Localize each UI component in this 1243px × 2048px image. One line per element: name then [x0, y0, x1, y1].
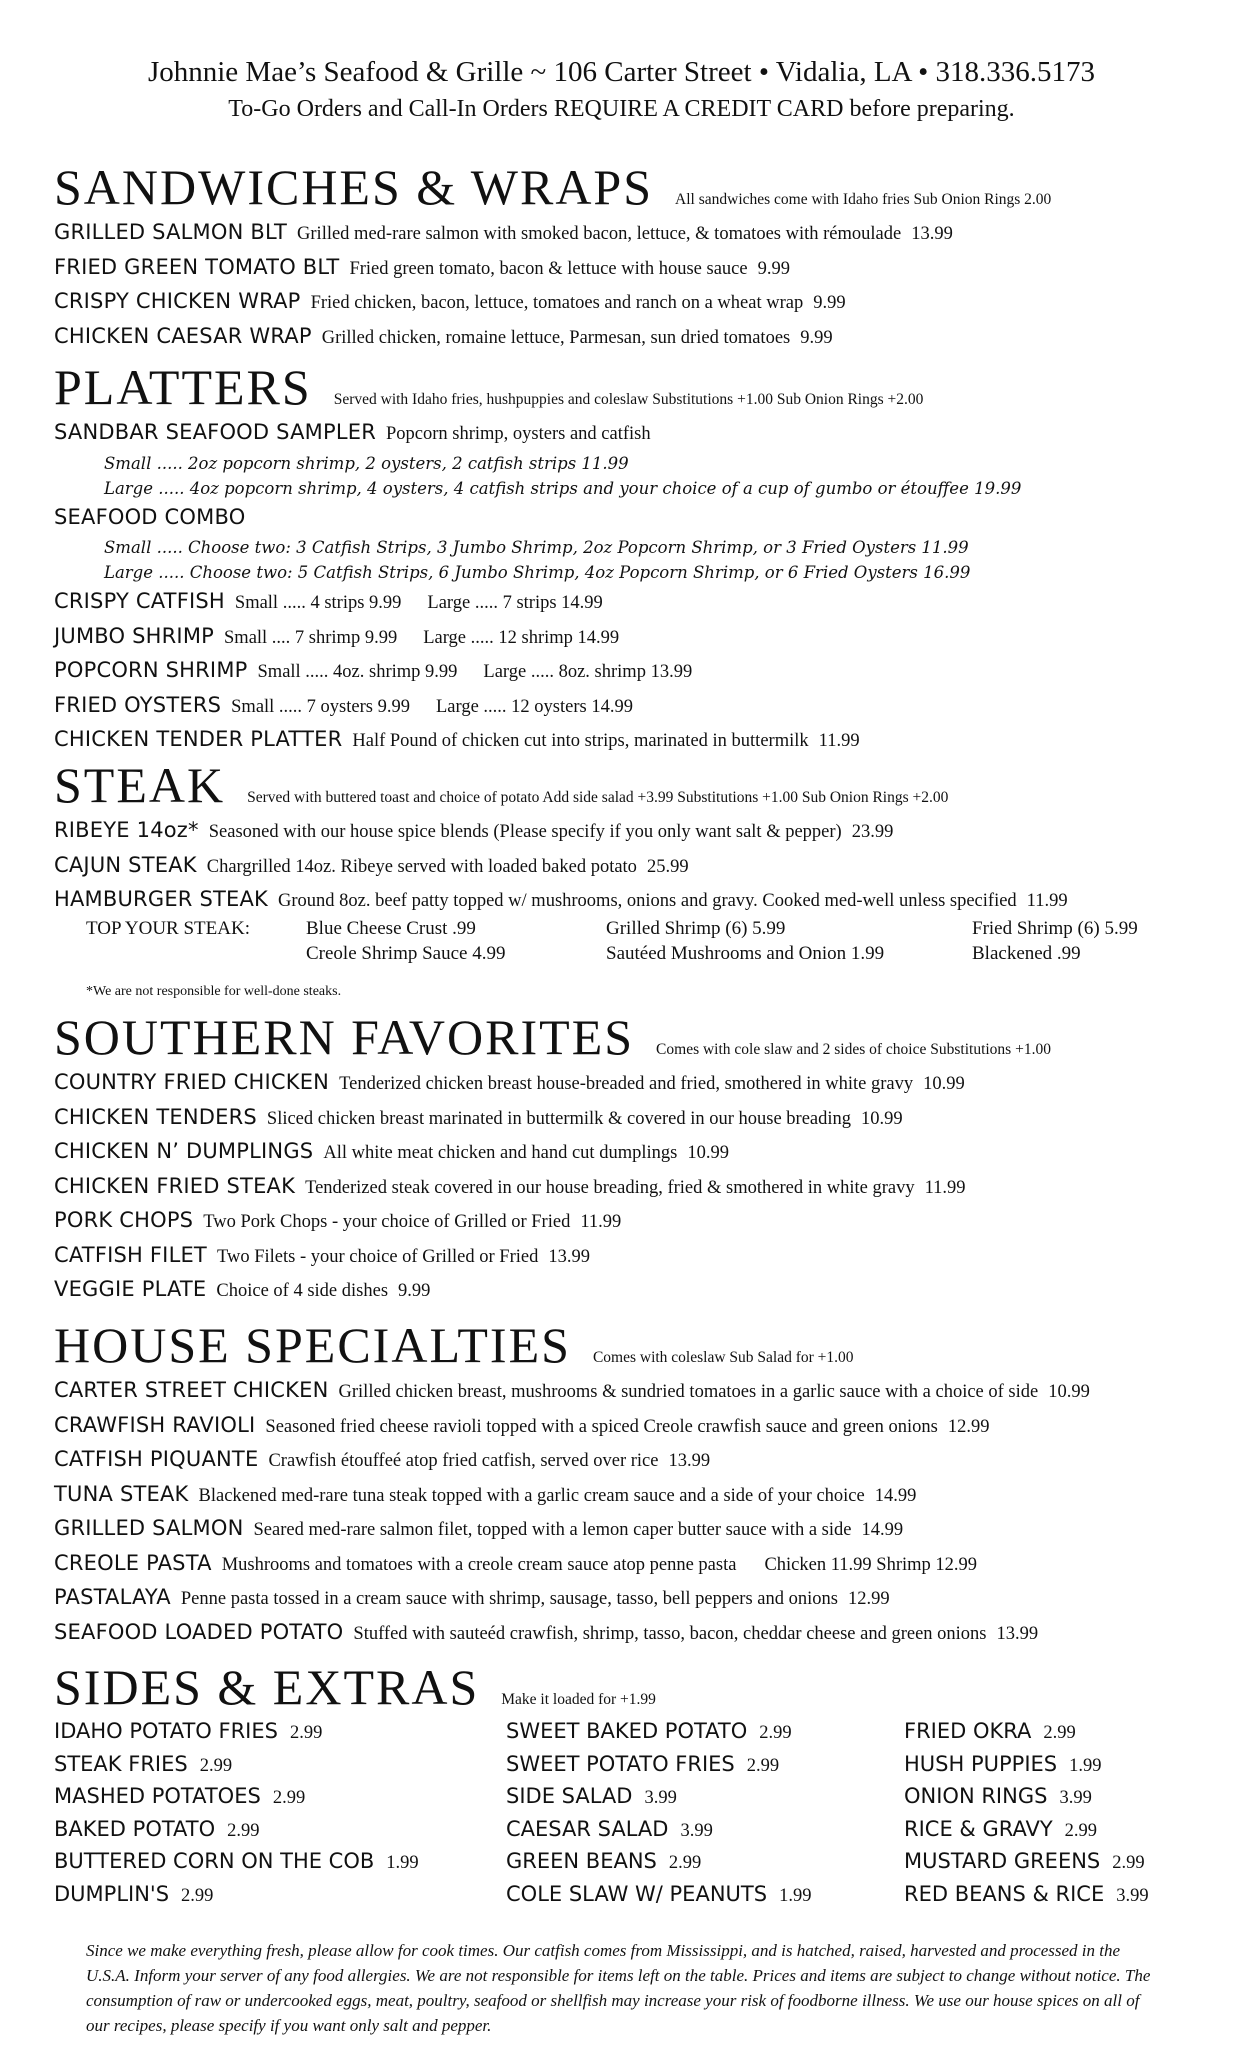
- side-name: MUSTARD GREENS: [904, 1849, 1101, 1873]
- menu-item: [54, 689, 1204, 724]
- toppings-label: TOP YOUR STEAK:: [86, 917, 250, 939]
- side-name: RICE & GRAVY: [904, 1816, 1053, 1841]
- side-price: 3.99: [1116, 1885, 1149, 1906]
- item-price: 9.99: [800, 327, 833, 348]
- side-item: [506, 1879, 811, 1912]
- menu-item: [54, 654, 1204, 689]
- item-desc: Chargrilled 14oz. Ribeye served with loaded baked potato: [206, 856, 637, 877]
- menu-item: [54, 1547, 1204, 1582]
- item-price: 13.99: [668, 1451, 711, 1471]
- section-sides-extras: [54, 1658, 1204, 1916]
- section-sandwiches: [54, 158, 1204, 354]
- item-desc: Seasoned with our house spice blends (Please specify if you only want salt & pepper): [208, 822, 842, 842]
- item-desc: Stuffed with sauteéd crawfish, shrimp, tasso, bacon, cheddar cheese and green onions: [353, 1623, 987, 1644]
- side-item: [904, 1879, 1149, 1912]
- size-large: Large ..... 12 shrimp 14.99: [423, 627, 620, 648]
- side-name: MASHED POTATOES: [54, 1784, 261, 1808]
- item-desc: Two Filets - your choice of Grilled or Fried: [216, 1246, 539, 1267]
- side-item: [54, 1716, 419, 1749]
- item-desc: Seasoned fried cheese ravioli topped with a spiced Creole crawfish sauce and green onions: [265, 1416, 938, 1437]
- side-name: IDAHO POTATO FRIES: [54, 1719, 278, 1743]
- side-item: [904, 1781, 1149, 1814]
- item-name: CARTER STREET CHICKEN: [54, 1378, 329, 1402]
- section-title: HOUSE SPECIALTIES: [54, 1317, 571, 1373]
- side-name: BAKED POTATO: [54, 1816, 216, 1841]
- section-title: STEAK: [54, 757, 226, 813]
- item-name: COUNTRY FRIED CHICKEN: [54, 1070, 330, 1094]
- item-name: CHICKEN TENDERS: [54, 1104, 257, 1129]
- menu-item: [54, 416, 1204, 451]
- side-price: 1.99: [1069, 1755, 1102, 1776]
- side-price: 2.99: [759, 1723, 792, 1743]
- item-name: HAMBURGER STEAK: [54, 887, 269, 911]
- side-price: 1.99: [386, 1853, 419, 1873]
- side-price: 2.99: [1112, 1853, 1145, 1873]
- side-name: FRIED OKRA: [904, 1719, 1032, 1743]
- menu-item: [54, 320, 1204, 355]
- side-name: SWEET POTATO FRIES: [506, 1751, 735, 1776]
- menu-item: [54, 1273, 1204, 1308]
- topping: Fried Shrimp (6) 5.99: [972, 917, 1138, 939]
- item-name: GRILLED SALMON BLT: [54, 220, 288, 244]
- menu-item: [54, 251, 1204, 286]
- item-desc: Penne pasta tossed in a cream sauce with shrimp, sausage, tasso, bell peppers and onions: [180, 1589, 838, 1609]
- side-item: [506, 1716, 811, 1749]
- item-desc: Blackened med-rare tuna steak topped with a garlic cream sauce and a side of your choice: [198, 1485, 865, 1506]
- size-large: Large ..... 7 strips 14.99: [427, 593, 603, 613]
- side-name: SIDE SALAD: [506, 1784, 633, 1808]
- size-small: Small ..... 4 strips 9.99: [234, 593, 402, 613]
- size-large: Large ..... 8oz. shrimp 13.99: [483, 662, 693, 682]
- side-name: DUMPLIN'S: [54, 1881, 170, 1906]
- item-name: CHICKEN FRIED STEAK: [54, 1173, 296, 1198]
- sides-column: [54, 1716, 419, 1911]
- item-name: CAJUN STEAK: [54, 852, 197, 877]
- menu-item: [54, 1512, 1204, 1547]
- section-title: SIDES & EXTRAS: [54, 1659, 480, 1715]
- item-price: 25.99: [646, 856, 689, 877]
- side-price: 1.99: [779, 1885, 812, 1906]
- item-name: CREOLE PASTA: [54, 1550, 212, 1575]
- section-house-specialties: [54, 1316, 1204, 1650]
- item-desc: All white meat chicken and hand cut dumplings: [323, 1143, 678, 1163]
- item-price: 9.99: [398, 1281, 431, 1301]
- side-item: [506, 1781, 811, 1814]
- item-price: 11.99: [924, 1177, 966, 1198]
- item-desc: Sliced chicken breast marinated in buttermilk & covered in our house breading: [266, 1108, 852, 1129]
- item-desc: Choice of 4 side dishes: [216, 1281, 389, 1301]
- item-price: 11.99: [818, 731, 860, 751]
- menu-item: [54, 849, 1204, 884]
- section-platters: [54, 358, 1204, 758]
- item-price: 23.99: [851, 822, 894, 842]
- item-name: SANDBAR SEAFOOD SAMPLER: [54, 420, 376, 444]
- side-price: 2.99: [181, 1885, 214, 1906]
- menu-item: [54, 723, 1204, 758]
- item-name: CATFISH FILET: [54, 1242, 207, 1267]
- side-item: [54, 1749, 419, 1782]
- item-desc: Ground 8oz. beef patty topped w/ mushrooms, onions and gravy. Cooked med-well unless specified: [278, 891, 1017, 911]
- item-price: 13.99: [996, 1623, 1039, 1644]
- menu-item: [54, 1239, 1204, 1274]
- side-item: [904, 1716, 1149, 1749]
- item-price: 14.99: [861, 1520, 904, 1540]
- side-price: 2.99: [1064, 1820, 1098, 1841]
- item-name: GRILLED SALMON: [54, 1516, 244, 1540]
- item-price: 11.99: [580, 1212, 622, 1232]
- side-name: COLE SLAW W/ PEANUTS: [506, 1881, 768, 1906]
- topping: Grilled Shrimp (6) 5.99: [606, 917, 786, 939]
- menu-item: [54, 1066, 1204, 1101]
- side-item: [904, 1846, 1149, 1879]
- side-item: [506, 1846, 811, 1879]
- item-name: TUNA STEAK: [54, 1481, 189, 1506]
- item-price: 9.99: [757, 258, 790, 279]
- item-price: 13.99: [548, 1246, 590, 1267]
- item-price: 11.99: [1026, 891, 1068, 911]
- side-item: [506, 1814, 811, 1847]
- item-desc: Fried chicken, bacon, lettuce, tomatoes and ranch on a wheat wrap: [310, 293, 804, 313]
- menu-header: [0, 52, 1243, 126]
- menu-item: [54, 1204, 1204, 1239]
- size-small: Small ..... 4oz. shrimp 9.99: [257, 662, 458, 682]
- item-desc: Mushrooms and tomatoes with a creole cream sauce atop penne pasta: [221, 1554, 737, 1575]
- menu-item: [54, 1581, 1204, 1616]
- menu-item: [54, 620, 1204, 655]
- item-name: CRAWFISH RAVIOLI: [54, 1412, 256, 1437]
- item-price: 14.99: [874, 1485, 917, 1506]
- side-name: SWEET BAKED POTATO: [506, 1719, 748, 1743]
- sides-grid: [54, 1716, 1204, 1916]
- size-option: Large ..... Choose two: 5 Catfish Strips, 6 Jumbo Shrimp, 4oz Popcorn Shrimp, or 6 Fried Oysters 16.99: [104, 563, 971, 582]
- menu-item: [54, 1170, 1204, 1205]
- item-desc: Popcorn shrimp, oysters and catfish: [385, 424, 651, 444]
- size-option: Small ..... 2oz popcorn shrimp, 2 oysters, 2 catfish strips 11.99: [104, 453, 629, 473]
- item-name: CRISPY CATFISH: [54, 589, 225, 613]
- steak-disclaimer: *We are not responsible for well-done steaks.: [86, 983, 342, 999]
- item-desc: Tenderized steak covered in our house breading, fried & smothered in white gravy: [305, 1177, 915, 1198]
- item-name: JUMBO SHRIMP: [54, 623, 215, 648]
- section-note: Comes with coleslaw Sub Salad for +1.00: [592, 1349, 854, 1366]
- menu-item: [54, 1101, 1204, 1136]
- menu-item: [54, 1478, 1204, 1513]
- restaurant-info: Johnnie Mae’s Seafood & Grille ~ 106 Carter Street • Vidalia, LA • 318.336.5173: [147, 56, 1096, 88]
- item-name: FRIED OYSTERS: [54, 692, 222, 717]
- topping: Creole Shrimp Sauce 4.99: [306, 942, 506, 964]
- item-price: 9.99: [813, 293, 846, 313]
- menu-item: [54, 216, 1204, 251]
- section-title: PLATTERS: [54, 359, 312, 415]
- menu-item: [54, 1616, 1204, 1651]
- section-note: Make it loaded for +1.99: [501, 1691, 656, 1708]
- item-name: PORK CHOPS: [54, 1208, 194, 1232]
- side-item: [904, 1749, 1149, 1782]
- section-steak: [54, 756, 1204, 1000]
- side-price: 2.99: [272, 1788, 306, 1808]
- side-item: [506, 1749, 811, 1782]
- item-name: POPCORN SHRIMP: [54, 658, 248, 682]
- side-name: CAESAR SALAD: [506, 1816, 669, 1841]
- item-price: Chicken 11.99 Shrimp 12.99: [764, 1554, 978, 1575]
- side-item: [904, 1814, 1149, 1847]
- section-note: Comes with cole slaw and 2 sides of choice Substitutions +1.00: [656, 1041, 1051, 1058]
- topping: Blue Cheese Crust .99: [306, 917, 476, 939]
- side-price: 2.99: [746, 1755, 780, 1776]
- side-name: BUTTERED CORN ON THE COB: [54, 1849, 375, 1873]
- side-name: GREEN BEANS: [506, 1849, 657, 1873]
- item-price: 13.99: [911, 224, 953, 244]
- size-small: Small .... 7 shrimp 9.99: [224, 627, 398, 648]
- section-title: SOUTHERN FAVORITES: [54, 1009, 635, 1065]
- section-note: Served with buttered toast and choice of potato Add side salad +3.99 Substitutions +1.00 Sub Onion Rings +2.00: [247, 789, 949, 806]
- size-large: Large ..... 12 oysters 14.99: [435, 696, 633, 717]
- side-name: RED BEANS & RICE: [904, 1881, 1105, 1906]
- topping: Blackened .99: [972, 942, 1081, 964]
- item-price: 10.99: [923, 1074, 965, 1094]
- sides-column: [506, 1716, 811, 1911]
- menu-item: [54, 1409, 1204, 1444]
- side-price: 2.99: [289, 1723, 323, 1743]
- side-price: 3.99: [1059, 1788, 1092, 1808]
- item-desc: Fried green tomato, bacon & lettuce with house sauce: [349, 258, 748, 279]
- item-name: CHICKEN CAESAR WRAP: [54, 323, 312, 348]
- item-desc: Grilled med-rare salmon with smoked bacon, lettuce, & tomatoes with rémoulade: [297, 224, 902, 244]
- item-desc: Two Pork Chops - your choice of Grilled or Fried: [203, 1212, 571, 1232]
- footer-disclaimer: Since we make everything fresh, please allow for cook times. Our catfish comes from Mississippi, and is hatched, raised, harvested and processed in the U.S.A. Inform your server of any food allergies. We are not responsible for items left on the table. Prices and items are subject to change without notice. The consumption of raw or undercooked eggs, meat, poultry, seafood or shellfish may increase your risk of foodborne illness. We use our house spices on all of our recipes, please specify if you want only salt and pepper.: [86, 1941, 1151, 2035]
- item-desc: Crawfish étouffeé atop fried catfish, served over rice: [268, 1451, 659, 1471]
- item-price: 12.99: [947, 1416, 990, 1437]
- size-option: Large ..... 4oz popcorn shrimp, 4 oysters, 4 catfish strips and your choice of a cup of gumbo or étouffee 19.99: [104, 478, 1022, 498]
- item-price: 12.99: [847, 1589, 890, 1609]
- side-price: 3.99: [644, 1788, 677, 1808]
- item-name: SEAFOOD COMBO: [54, 504, 246, 529]
- side-price: 2.99: [199, 1755, 233, 1776]
- item-name: CHICKEN TENDER PLATTER: [54, 727, 343, 751]
- item-name: SEAFOOD LOADED POTATO: [54, 1619, 344, 1644]
- item-price: 10.99: [861, 1108, 903, 1129]
- item-name: CHICKEN N’ DUMPLINGS: [54, 1139, 314, 1163]
- item-desc: Half Pound of chicken cut into strips, marinated in buttermilk: [352, 731, 809, 751]
- side-price: 2.99: [1043, 1723, 1076, 1743]
- item-name: PASTALAYA: [54, 1585, 171, 1609]
- item-name: RIBEYE 14oz*: [54, 818, 199, 842]
- item-name: FRIED GREEN TOMATO BLT: [54, 254, 340, 279]
- section-note: All sandwiches come with Idaho fries Sub Onion Rings 2.00: [675, 191, 1052, 208]
- side-name: ONION RINGS: [904, 1784, 1048, 1808]
- steak-toppings: [54, 918, 1204, 978]
- topping: Sautéed Mushrooms and Onion 1.99: [606, 942, 885, 964]
- item-desc: Tenderized chicken breast house-breaded and fried, smothered in white gravy: [339, 1074, 914, 1094]
- item-price: 10.99: [687, 1143, 729, 1163]
- item-name: VEGGIE PLATE: [54, 1277, 207, 1301]
- item-desc: Grilled chicken breast, mushrooms & sundried tomatoes in a garlic sauce with a choice of side: [338, 1382, 1039, 1402]
- item-desc: Grilled chicken, romaine lettuce, Parmesan, sun dried tomatoes: [321, 327, 791, 348]
- menu-item: [54, 1374, 1204, 1409]
- menu-item: [54, 285, 1204, 320]
- menu-item: [54, 814, 1204, 849]
- size-small: Small ..... 7 oysters 9.99: [231, 696, 410, 717]
- sides-column: [904, 1716, 1149, 1911]
- side-name: HUSH PUPPIES: [904, 1751, 1058, 1776]
- side-item: [54, 1781, 419, 1814]
- side-price: 2.99: [668, 1853, 702, 1873]
- side-item: [54, 1846, 419, 1879]
- section-southern-favorites: [54, 1008, 1204, 1308]
- side-item: [54, 1814, 419, 1847]
- menu-item: [54, 883, 1204, 918]
- item-price: 10.99: [1048, 1382, 1090, 1402]
- credit-card-notice: To-Go Orders and Call-In Orders REQUIRE A CREDIT CARD before preparing.: [228, 96, 1015, 122]
- menu-item: [54, 1135, 1204, 1170]
- item-desc: Seared med-rare salmon filet, topped with a lemon caper butter sauce with a side: [253, 1520, 852, 1540]
- item-name: CATFISH PIQUANTE: [54, 1447, 259, 1471]
- size-option: Small ..... Choose two: 3 Catfish Strips, 3 Jumbo Shrimp, 2oz Popcorn Shrimp, or 3 Fried Oysters 11.99: [104, 538, 969, 557]
- item-name: CRISPY CHICKEN WRAP: [54, 289, 301, 313]
- side-name: STEAK FRIES: [54, 1751, 188, 1776]
- menu-item: [54, 1443, 1204, 1478]
- section-note: Served with Idaho fries, hushpuppies and coleslaw Substitutions +1.00 Sub Onion Rings +2.00: [333, 391, 924, 408]
- menu-item: [54, 501, 1204, 536]
- side-price: 2.99: [227, 1820, 260, 1841]
- side-item: [54, 1879, 419, 1912]
- section-title: SANDWICHES & WRAPS: [54, 159, 654, 215]
- side-price: 3.99: [680, 1820, 713, 1841]
- menu-item: [54, 585, 1204, 620]
